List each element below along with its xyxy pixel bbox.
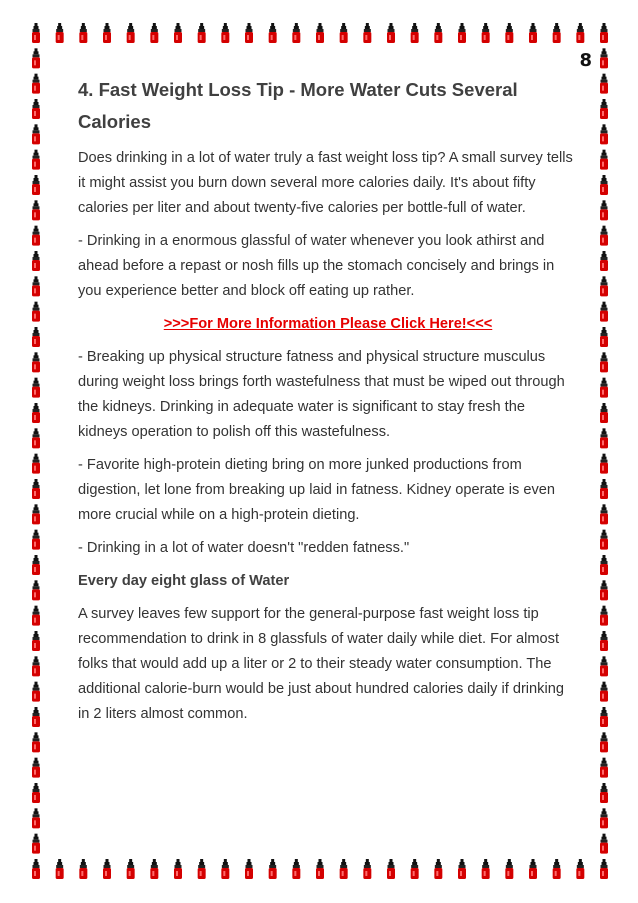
- wine-bottle-icon: [482, 23, 490, 43]
- wine-bottle-icon: [600, 656, 608, 676]
- wine-bottle-icon: [600, 23, 608, 43]
- wine-bottle-icon: [221, 859, 229, 879]
- wine-bottle-icon: [174, 859, 182, 879]
- wine-bottle-icon: [32, 251, 40, 271]
- paragraph: - Breaking up physical structure fatness and physical structure musculus during weight loss brings forth wastefulness that must be wiped out through the kidneys. Drinking in adequate water is significant to stay fresh the kidneys operation to polish off this wastefulness.: [78, 349, 565, 440]
- paragraph: Does drinking in a lot of water truly a fast weight loss tip? A small survey tells it might assist you burn down several more calories daily. It's about fifty calories per liter and about twenty-five calories per bottle-full of water.: [78, 150, 573, 216]
- wine-bottle-icon: [198, 23, 206, 43]
- wine-bottle-icon: [32, 175, 40, 195]
- wine-bottle-icon: [32, 555, 40, 575]
- wine-bottle-icon: [32, 707, 40, 727]
- wine-bottle-icon: [576, 859, 584, 879]
- wine-bottle-icon: [553, 23, 561, 43]
- wine-bottle-icon: [600, 302, 608, 322]
- wine-bottle-icon: [32, 606, 40, 626]
- wine-bottle-icon: [32, 732, 40, 752]
- wine-bottle-icon: [198, 859, 206, 879]
- wine-bottle-icon: [292, 859, 300, 879]
- wine-bottle-icon: [600, 555, 608, 575]
- wine-bottle-icon: [32, 226, 40, 246]
- wine-bottle-icon: [600, 758, 608, 778]
- page-number: 8: [579, 50, 592, 71]
- wine-bottle-icon: [150, 23, 158, 43]
- wine-bottle-icon: [411, 859, 419, 879]
- wine-bottle-icon: [316, 23, 324, 43]
- wine-bottle-icon: [529, 859, 537, 879]
- wine-bottle-icon: [600, 175, 608, 195]
- paragraph: A survey leaves few support for the general-purpose fast weight loss tip recommendation to drink in 8 glassfuls of water daily while diet. For almost folks that would add up a liter or 2 to their steady water consumption. The additional calorie-burn would be just about hundred calories daily if drinking in 2 liters almost common.: [78, 606, 564, 722]
- wine-bottle-icon: [434, 859, 442, 879]
- wine-bottle-icon: [32, 631, 40, 651]
- wine-bottle-icon: [600, 808, 608, 828]
- wine-bottle-icon: [32, 302, 40, 322]
- wine-bottle-icon: [600, 48, 608, 68]
- wine-bottle-icon: [56, 859, 64, 879]
- wine-bottle-icon: [32, 656, 40, 676]
- more-info-link-line: [78, 312, 578, 337]
- wine-bottle-icon: [32, 48, 40, 68]
- paragraph: - Drinking in a enormous glassful of water whenever you look athirst and ahead before a repast or nosh fills up the stomach concisely and brings in you experience better and block off eating up rather.: [78, 233, 555, 299]
- wine-bottle-icon: [221, 23, 229, 43]
- wine-bottle-icon: [32, 783, 40, 803]
- wine-bottle-icon: [32, 276, 40, 296]
- wine-bottle-icon: [32, 834, 40, 854]
- wine-bottle-icon: [553, 859, 561, 879]
- wine-bottle-icon: [482, 859, 490, 879]
- wine-bottle-icon: [32, 682, 40, 702]
- wine-bottle-icon: [32, 479, 40, 499]
- wine-bottle-icon: [434, 23, 442, 43]
- wine-bottle-icon: [32, 428, 40, 448]
- wine-bottle-icon: [32, 99, 40, 119]
- paragraph: - Favorite high-protein dieting bring on more junked productions from digestion, let lone from breaking up laid in fatness. Kidney operate is even more crucial while on a high-protein dieting.: [78, 457, 556, 523]
- wine-bottle-icon: [32, 504, 40, 524]
- wine-bottle-icon: [505, 859, 513, 879]
- wine-bottle-icon: [600, 428, 608, 448]
- wine-bottle-icon: [32, 327, 40, 347]
- wine-bottle-icon: [600, 150, 608, 170]
- wine-bottle-icon: [79, 859, 87, 879]
- wine-bottle-icon: [600, 504, 608, 524]
- wine-bottle-icon: [600, 859, 608, 879]
- wine-bottle-icon: [600, 631, 608, 651]
- wine-bottle-icon: [127, 859, 135, 879]
- wine-bottle-icon: [600, 276, 608, 296]
- article-title: 4. Fast Weight Loss Tip - More Water Cuts Several Calories: [78, 79, 518, 132]
- wine-bottle-icon: [600, 74, 608, 94]
- wine-bottle-icon: [600, 479, 608, 499]
- wine-bottle-icon: [32, 580, 40, 600]
- article-body: [78, 74, 578, 735]
- wine-bottle-icon: [387, 23, 395, 43]
- wine-bottle-icon: [600, 378, 608, 398]
- wine-bottle-icon: [600, 403, 608, 423]
- wine-bottle-icon: [600, 124, 608, 144]
- wine-bottle-icon: [32, 530, 40, 550]
- wine-bottle-icon: [32, 124, 40, 144]
- wine-bottle-icon: [600, 352, 608, 372]
- wine-bottle-icon: [600, 783, 608, 803]
- wine-bottle-icon: [411, 23, 419, 43]
- wine-bottle-icon: [600, 530, 608, 550]
- subheading: Every day eight glass of Water: [78, 573, 290, 589]
- wine-bottle-icon: [32, 23, 40, 43]
- wine-bottle-icon: [600, 707, 608, 727]
- wine-bottle-icon: [32, 808, 40, 828]
- wine-bottle-icon: [600, 226, 608, 246]
- wine-bottle-icon: [150, 859, 158, 879]
- wine-bottle-icon: [32, 200, 40, 220]
- more-info-link[interactable]: >>>For More Information Please Click Here!<<<: [163, 316, 493, 332]
- wine-bottle-icon: [458, 859, 466, 879]
- wine-bottle-icon: [32, 859, 40, 879]
- wine-bottle-icon: [79, 23, 87, 43]
- wine-bottle-icon: [458, 23, 466, 43]
- wine-bottle-icon: [32, 74, 40, 94]
- wine-bottle-icon: [269, 23, 277, 43]
- wine-bottle-icon: [127, 23, 135, 43]
- wine-bottle-icon: [32, 758, 40, 778]
- wine-bottle-icon: [600, 200, 608, 220]
- wine-bottle-icon: [32, 352, 40, 372]
- wine-bottle-icon: [363, 859, 371, 879]
- wine-bottle-icon: [600, 99, 608, 119]
- wine-bottle-icon: [600, 327, 608, 347]
- paragraph: - Drinking in a lot of water doesn't "redden fatness.": [78, 540, 410, 556]
- wine-bottle-icon: [505, 23, 513, 43]
- wine-bottle-icon: [576, 23, 584, 43]
- wine-bottle-icon: [600, 454, 608, 474]
- wine-bottle-icon: [529, 23, 537, 43]
- wine-bottle-icon: [174, 23, 182, 43]
- wine-bottle-icon: [56, 23, 64, 43]
- wine-bottle-icon: [340, 23, 348, 43]
- wine-bottle-icon: [600, 251, 608, 271]
- wine-bottle-icon: [340, 859, 348, 879]
- wine-bottle-icon: [103, 23, 111, 43]
- wine-bottle-icon: [269, 859, 277, 879]
- wine-bottle-icon: [363, 23, 371, 43]
- wine-bottle-icon: [600, 580, 608, 600]
- wine-bottle-icon: [245, 859, 253, 879]
- wine-bottle-icon: [32, 150, 40, 170]
- wine-bottle-icon: [32, 403, 40, 423]
- wine-bottle-icon: [103, 859, 111, 879]
- wine-bottle-icon: [600, 606, 608, 626]
- wine-bottle-icon: [600, 834, 608, 854]
- wine-bottle-icon: [32, 454, 40, 474]
- wine-bottle-icon: [316, 859, 324, 879]
- wine-bottle-icon: [600, 732, 608, 752]
- wine-bottle-icon: [292, 23, 300, 43]
- wine-bottle-icon: [387, 859, 395, 879]
- wine-bottle-icon: [600, 682, 608, 702]
- wine-bottle-icon: [32, 378, 40, 398]
- wine-bottle-icon: [245, 23, 253, 43]
